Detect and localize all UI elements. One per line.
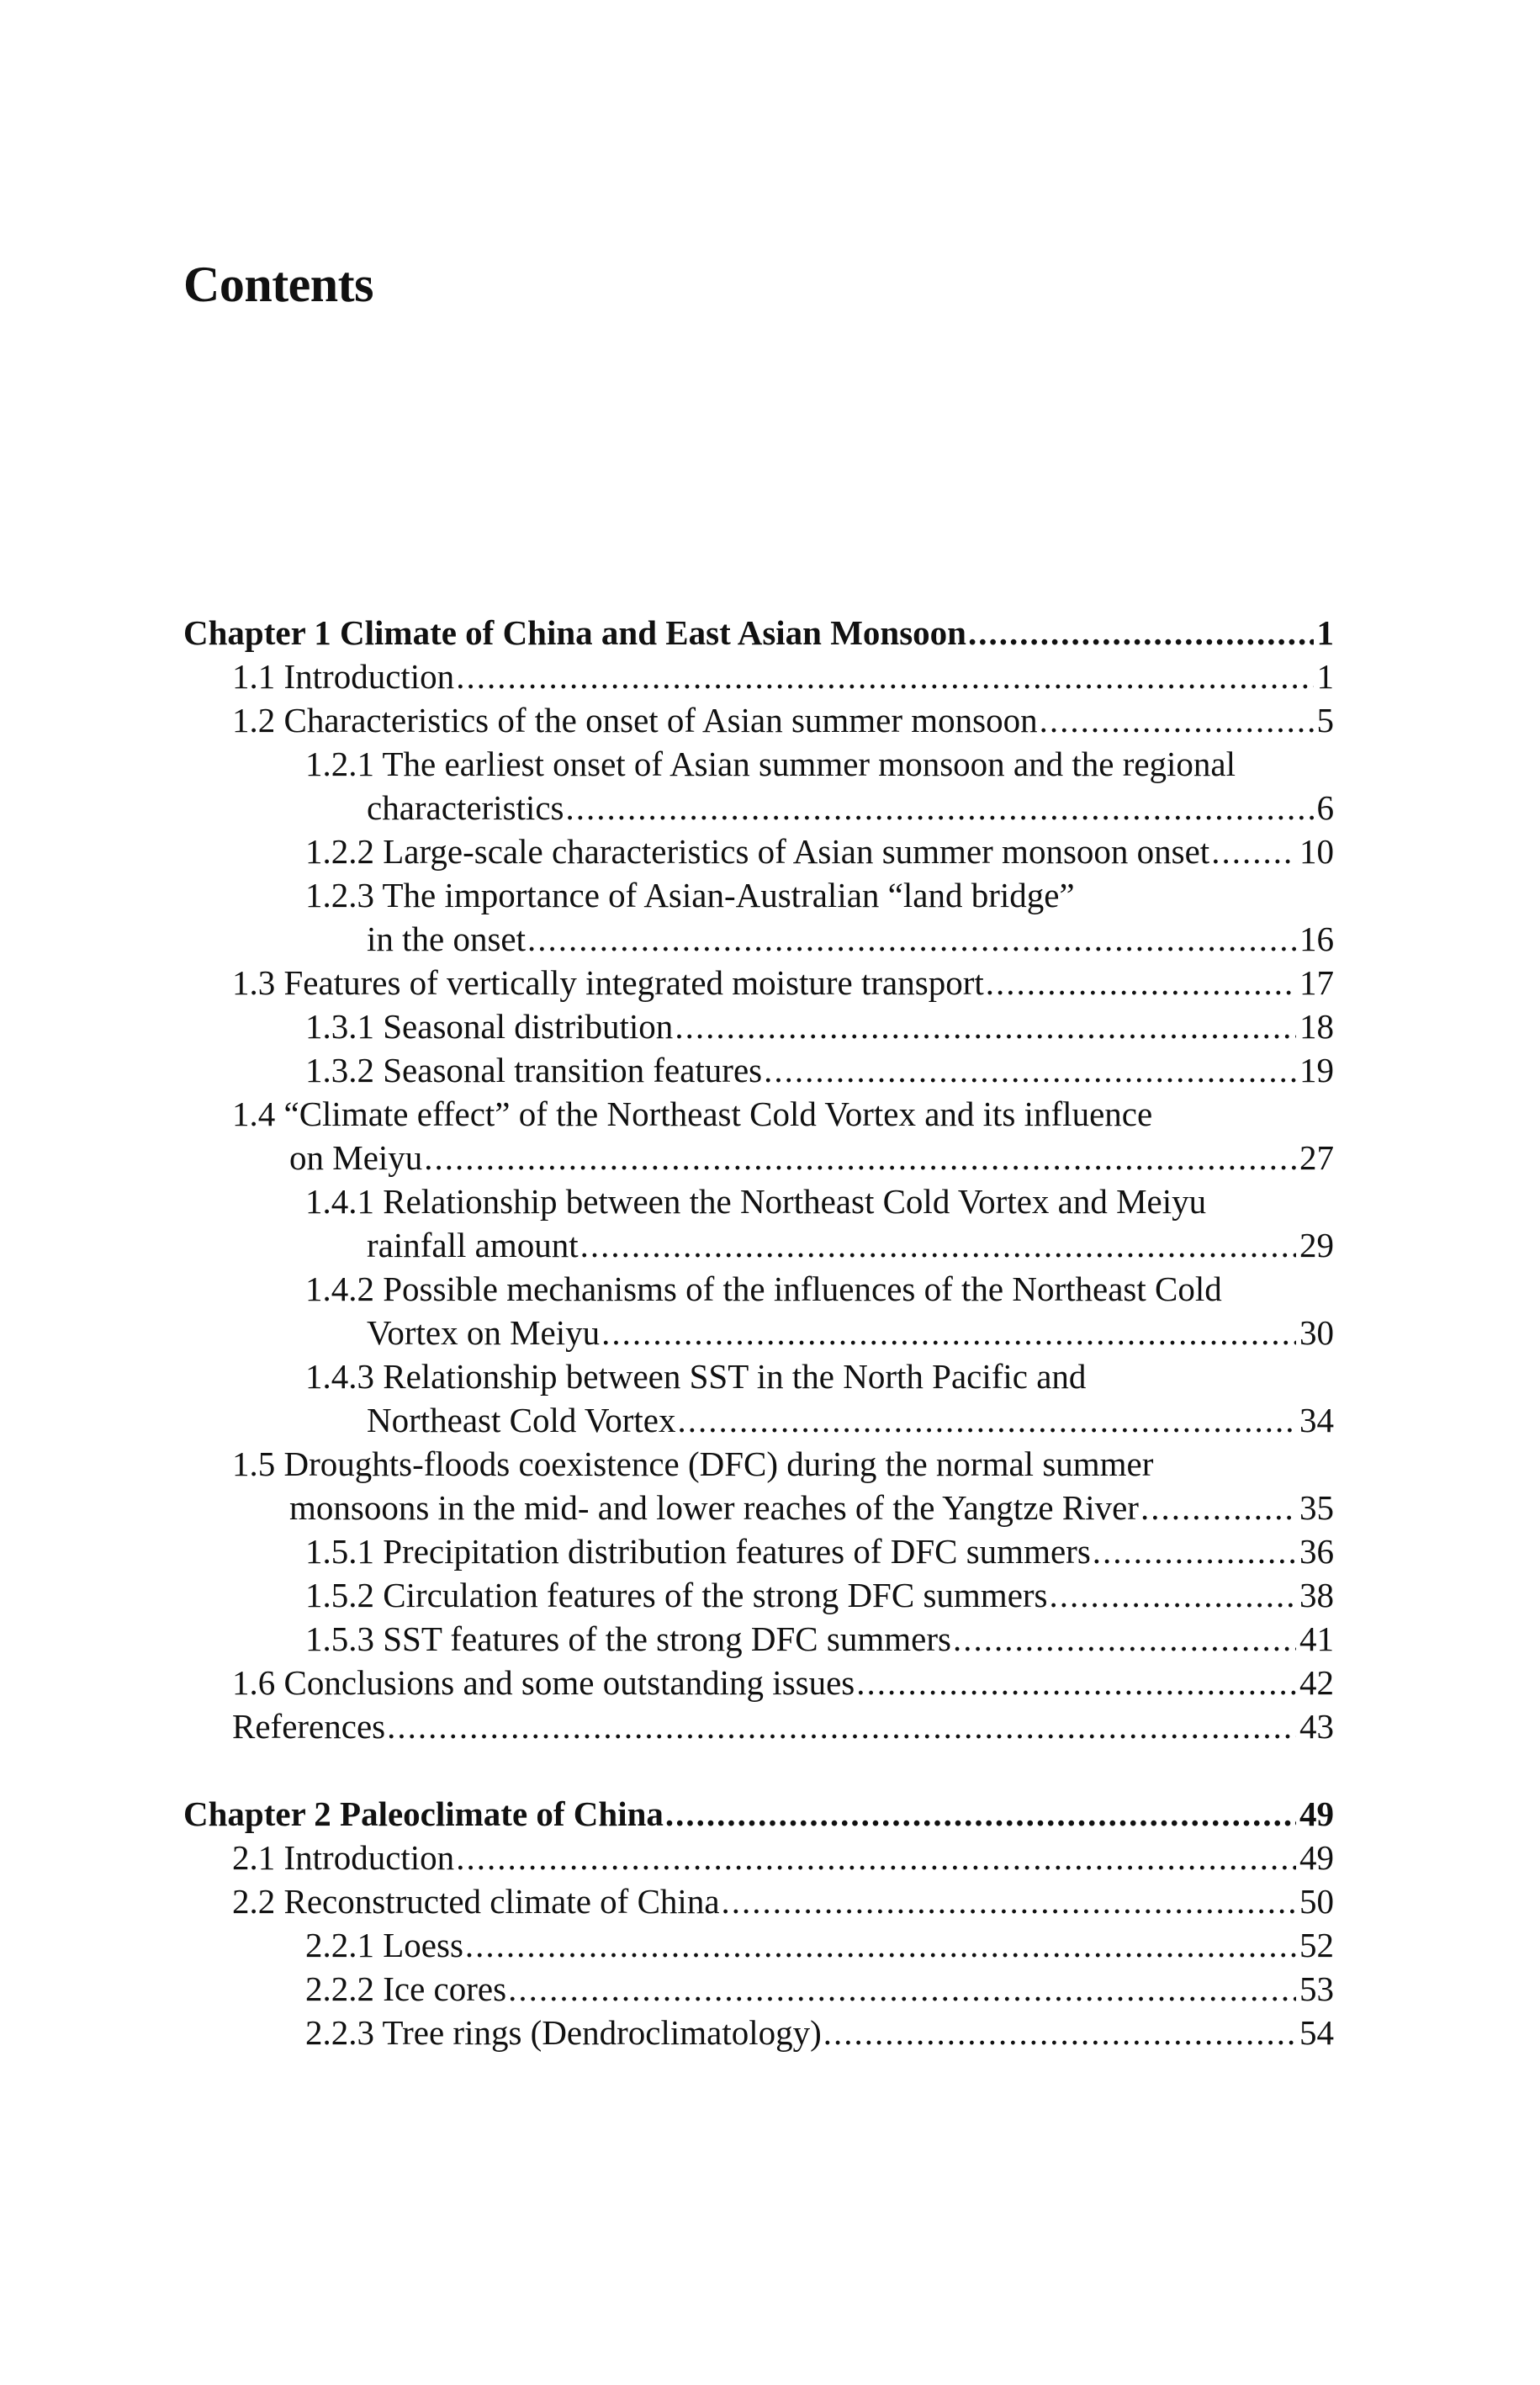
toc-entry-title: 1.3 Features of vertically integrated moisture transport bbox=[232, 963, 984, 1002]
toc-entry-title: 2.1 Introduction bbox=[232, 1838, 455, 1877]
toc-entry-title: 1.5.3 SST features of the strong DFC summers bbox=[305, 1619, 951, 1658]
dot-leader bbox=[675, 1004, 1296, 1048]
toc-entry bbox=[183, 1836, 1334, 1879]
dot-leader bbox=[424, 1136, 1296, 1179]
toc-page-number: 53 bbox=[1299, 1969, 1334, 2008]
toc-entry-title: rainfall amount bbox=[367, 1226, 579, 1264]
toc-entry bbox=[183, 1223, 1334, 1267]
toc-page-number: 18 bbox=[1299, 1007, 1334, 1046]
dot-leader bbox=[1040, 698, 1314, 742]
dot-leader bbox=[764, 1048, 1296, 1092]
table-of-contents bbox=[183, 611, 1334, 2054]
toc-page-number: 49 bbox=[1299, 1838, 1334, 1877]
toc-page-number: 1 bbox=[1316, 657, 1334, 696]
toc-entry-title: Northeast Cold Vortex bbox=[367, 1401, 676, 1439]
toc-entry-title: 1.4.1 Relationship between the Northeast Cold Vortex and Meiyu bbox=[305, 1182, 1207, 1221]
toc-entry-title: 1.4.2 Possible mechanisms of the influences of the Northeast Cold bbox=[305, 1269, 1222, 1308]
toc-entry-title: 2.2.1 Loess bbox=[305, 1926, 463, 1964]
toc-entry bbox=[183, 1661, 1334, 1704]
toc-entry-title: 2.2.2 Ice cores bbox=[305, 1969, 507, 2008]
toc-entry-title: 1.4.3 Relationship between SST in the North Pacific and bbox=[305, 1357, 1087, 1396]
toc-page-number: 5 bbox=[1316, 701, 1334, 739]
toc-entry bbox=[183, 829, 1334, 873]
toc-entry-title: References bbox=[232, 1707, 386, 1746]
dot-leader bbox=[527, 917, 1296, 961]
toc-entry bbox=[183, 655, 1334, 698]
dot-leader bbox=[677, 1398, 1296, 1442]
dot-leader bbox=[1050, 1573, 1296, 1617]
toc-page-number: 36 bbox=[1299, 1532, 1334, 1571]
dot-leader bbox=[823, 2011, 1296, 2054]
toc-entry-title: 1.5.1 Precipitation distribution features of DFC summers bbox=[305, 1532, 1091, 1571]
dot-leader bbox=[456, 655, 1313, 698]
toc-page-number: 19 bbox=[1299, 1051, 1334, 1089]
toc-entry-title: 1.1 Introduction bbox=[232, 657, 455, 696]
toc-entry-title: 1.2 Characteristics of the onset of Asian summer monsoon bbox=[232, 701, 1038, 739]
toc-page-number: 16 bbox=[1299, 920, 1334, 958]
toc-entry bbox=[183, 742, 1334, 786]
dot-leader bbox=[1211, 829, 1296, 873]
toc-page-number: 50 bbox=[1299, 1882, 1334, 1921]
toc-entry bbox=[183, 1004, 1334, 1048]
toc-entry bbox=[183, 1923, 1334, 1967]
toc-page-number: 49 bbox=[1299, 1794, 1334, 1833]
toc-page-number: 38 bbox=[1299, 1576, 1334, 1614]
dot-leader bbox=[601, 1311, 1296, 1354]
toc-chapter-entry bbox=[183, 611, 1334, 655]
toc-entry-title: 1.5.2 Circulation features of the strong DFC summers bbox=[305, 1576, 1048, 1614]
dot-leader bbox=[968, 611, 1314, 655]
toc-page-number: 29 bbox=[1299, 1226, 1334, 1264]
toc-page-number: 52 bbox=[1299, 1926, 1334, 1964]
toc-entry bbox=[183, 873, 1334, 917]
toc-entry bbox=[183, 917, 1334, 961]
dot-leader bbox=[953, 1617, 1296, 1661]
toc-entry bbox=[183, 1704, 1334, 1748]
toc-page-number: 27 bbox=[1299, 1138, 1334, 1177]
toc-entry-title: 1.3.2 Seasonal transition features bbox=[305, 1051, 763, 1089]
dot-leader bbox=[1140, 1486, 1296, 1529]
dot-leader bbox=[387, 1704, 1296, 1748]
toc-entry-title: 1.2.2 Large-scale characteristics of Asian summer monsoon onset bbox=[305, 832, 1210, 871]
toc-page-number: 10 bbox=[1299, 832, 1334, 871]
toc-page-number: 41 bbox=[1299, 1619, 1334, 1658]
toc-entry-title: 2.2.3 Tree rings (Dendroclimatology) bbox=[305, 2013, 822, 2052]
toc-entry-title: monsoons in the mid- and lower reaches of the Yangtze River bbox=[289, 1488, 1139, 1527]
toc-entry bbox=[183, 1179, 1334, 1223]
toc-entry bbox=[183, 1267, 1334, 1311]
toc-entry bbox=[183, 1879, 1334, 1923]
toc-page-number: 17 bbox=[1299, 963, 1334, 1002]
toc-entry-title: 1.4 “Climate effect” of the Northeast Cold Vortex and its influence bbox=[232, 1094, 1153, 1133]
toc-entry-title: 1.2.1 The earliest onset of Asian summer monsoon and the regional bbox=[305, 745, 1236, 783]
toc-entry bbox=[183, 1354, 1334, 1398]
dot-leader bbox=[565, 786, 1313, 829]
dot-leader bbox=[508, 1967, 1296, 2011]
toc-entry-title: 1.5 Droughts-floods coexistence (DFC) during the normal summer bbox=[232, 1444, 1154, 1483]
toc-entry-title: on Meiyu bbox=[289, 1138, 423, 1177]
dot-leader bbox=[580, 1223, 1296, 1267]
toc-page-number: 43 bbox=[1299, 1707, 1334, 1746]
toc-entry bbox=[183, 961, 1334, 1004]
toc-entry-title: in the onset bbox=[367, 920, 527, 958]
toc-entry bbox=[183, 1486, 1334, 1529]
toc-entry-title: 1.3.1 Seasonal distribution bbox=[305, 1007, 674, 1046]
toc-entry-title: 2.2 Reconstructed climate of China bbox=[232, 1882, 720, 1921]
dot-leader bbox=[456, 1836, 1296, 1879]
toc-entry bbox=[183, 1048, 1334, 1092]
dot-leader bbox=[722, 1879, 1296, 1923]
toc-page-number: 34 bbox=[1299, 1401, 1334, 1439]
toc-page-number: 35 bbox=[1299, 1488, 1334, 1527]
toc-entry bbox=[183, 1617, 1334, 1661]
toc-entry bbox=[183, 1967, 1334, 2011]
toc-entry-title: characteristics bbox=[367, 788, 564, 827]
toc-entry bbox=[183, 1573, 1334, 1617]
dot-leader bbox=[856, 1661, 1296, 1704]
toc-entry-title: Chapter 2 Paleoclimate of China bbox=[183, 1794, 664, 1833]
dot-leader bbox=[465, 1923, 1296, 1967]
toc-page-number: 1 bbox=[1316, 613, 1334, 652]
toc-page-number: 42 bbox=[1299, 1663, 1334, 1702]
toc-spacer bbox=[183, 1748, 1334, 1792]
page-title: Contents bbox=[183, 257, 374, 312]
toc-chapter-entry bbox=[183, 1792, 1334, 1836]
dot-leader bbox=[1093, 1529, 1296, 1573]
toc-entry bbox=[183, 1442, 1334, 1486]
toc-entry-title: Vortex on Meiyu bbox=[367, 1313, 601, 1352]
toc-entry bbox=[183, 698, 1334, 742]
toc-entry bbox=[183, 2011, 1334, 2054]
toc-entry bbox=[183, 1529, 1334, 1573]
dot-leader bbox=[665, 1792, 1296, 1836]
toc-entry-title: Chapter 1 Climate of China and East Asian Monsoon bbox=[183, 613, 966, 652]
toc-entry-title: 1.2.3 The importance of Asian-Australian “land bridge” bbox=[305, 876, 1075, 914]
toc-entry bbox=[183, 1311, 1334, 1354]
toc-page-number: 30 bbox=[1299, 1313, 1334, 1352]
toc-entry bbox=[183, 1092, 1334, 1136]
dot-leader bbox=[986, 961, 1296, 1004]
toc-entry bbox=[183, 1136, 1334, 1179]
toc-page-number: 6 bbox=[1316, 788, 1334, 827]
toc-entry-title: 1.6 Conclusions and some outstanding issues bbox=[232, 1663, 855, 1702]
toc-page-number: 54 bbox=[1299, 2013, 1334, 2052]
toc-entry bbox=[183, 786, 1334, 829]
toc-entry bbox=[183, 1398, 1334, 1442]
